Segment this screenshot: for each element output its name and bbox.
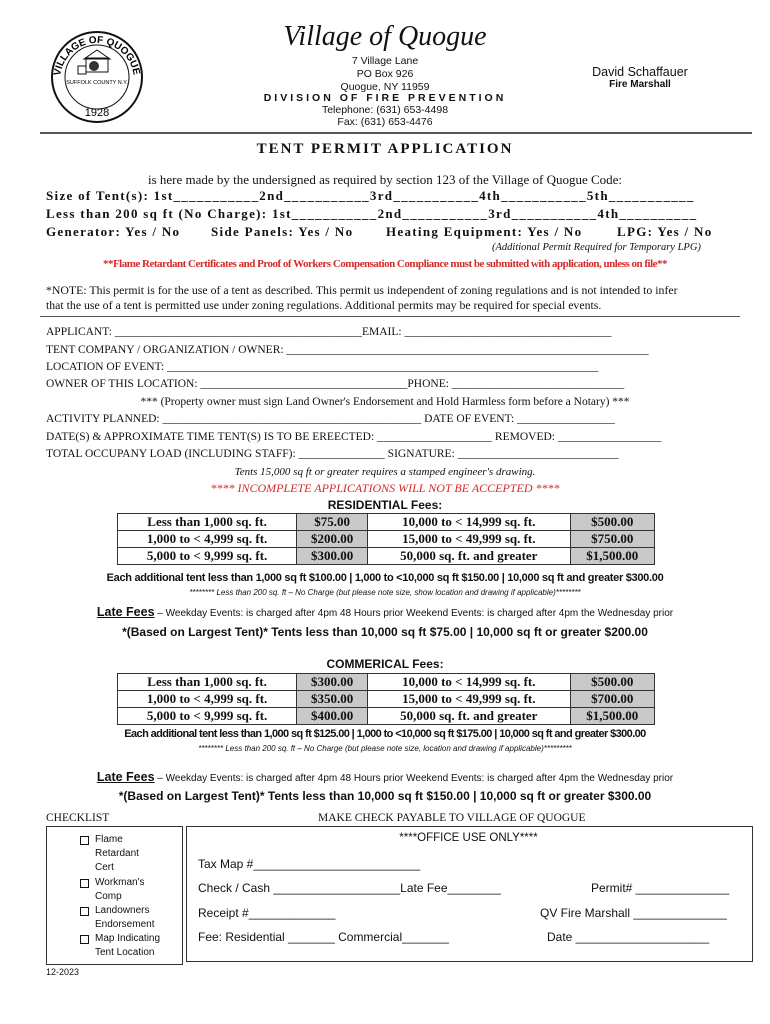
- checklist-heading: CHECKLIST: [46, 812, 110, 824]
- residential-fee-table: [117, 513, 655, 565]
- fee-size: Less than 1,000 sq. ft.: [118, 514, 297, 531]
- fee-amount: $500.00: [570, 674, 654, 691]
- late-fees-text: – Weekday Events: is charged after 4pm 48 Hours prior Weekend Events: is charged after 4pm the Wednesday prior: [154, 608, 674, 619]
- residential-small-note: ******** Less than 200 sq. ft – No Charge (but please note size, show location and drawing if applicable)********: [189, 588, 581, 597]
- marshal-title: Fire Marshall: [609, 79, 671, 90]
- checkbox[interactable]: [80, 879, 89, 888]
- tent-company-field[interactable]: TENT COMPANY / ORGANIZATION / OWNER: _______________________________________________________________: [46, 344, 649, 356]
- incomplete-warning: **** INCOMPLETE APPLICATIONS WILL NOT BE ACCEPTED ****: [210, 481, 560, 495]
- checklist-item-workmans-comp[interactable]: [80, 876, 145, 904]
- commercial-largest-tent: *(Based on Largest Tent)* Tents less than 10,000 sq ft $150.00 | 10,000 sq ft or greater $300.00: [118, 789, 652, 803]
- checkbox[interactable]: [80, 907, 89, 916]
- commercial-small-note: ******** Less than 200 sq. ft – No Charge (but please note size, location and drawing if applicable)*********: [198, 744, 572, 753]
- form-intro: is here made by the undersigned as required by section 123 of the Village of Quogue Code:: [147, 172, 623, 187]
- seal-county: SUFFOLK COUNTY N.Y.: [66, 80, 128, 86]
- late-fees-text: – Weekday Events: is charged after 4pm 48 Hours prior Weekend Events: is charged after 4pm the Wednesday prior: [154, 773, 674, 784]
- fee-amount: $350.00: [297, 691, 368, 708]
- fee-amount: $1,500.00: [570, 708, 654, 725]
- lpg-note: (Additional Permit Required for Temporary LPG): [492, 242, 701, 253]
- revision-date: 12-2023: [46, 967, 80, 977]
- check-cash-field[interactable]: Check / Cash ___________________Late Fee________: [198, 881, 501, 895]
- fee-size: 10,000 to < 14,999 sq. ft.: [368, 514, 571, 531]
- tax-map-field[interactable]: Tax Map #_________________________: [198, 857, 421, 871]
- checklist-label: Endorsement: [95, 919, 155, 930]
- zoning-note-1: *NOTE: This permit is for the use of a tent as described. This permit us independent of zoning regulations and is not intended to infer: [46, 283, 678, 297]
- checklist-label: Cert: [95, 862, 114, 873]
- office-use-heading: ****OFFICE USE ONLY****: [399, 832, 538, 844]
- fee-size: 5,000 to < 9,999 sq. ft.: [118, 708, 297, 725]
- fee-size: 1,000 to < 4,999 sq. ft.: [118, 691, 297, 708]
- tent-size-line[interactable]: Size of Tent(s): 1st___________2nd___________3rd___________4th___________5th___________: [46, 188, 695, 203]
- residential-heading: RESIDENTIAL Fees:: [327, 498, 443, 512]
- erection-dates-field[interactable]: DATE(S) & APPROXIMATE TIME TENT(S) IS TO BE EREECTED: ____________________ REMOVED: __________________: [46, 431, 662, 443]
- side-panels-option[interactable]: Side Panels: Yes / No: [211, 224, 354, 239]
- activity-field[interactable]: ACTIVITY PLANNED: _____________________________________________ DATE OF EVENT: _________________: [46, 413, 615, 425]
- header-divider: [40, 132, 752, 134]
- seal-text: VILLAGE OF QUOGUE: [52, 34, 142, 77]
- receipt-field[interactable]: Receipt #_____________: [198, 906, 336, 920]
- date-field[interactable]: Date ____________________: [547, 930, 710, 944]
- checklist-label: Flame: [95, 834, 123, 845]
- lpg-option[interactable]: LPG: Yes / No: [617, 224, 713, 239]
- fee-size: 15,000 to < 49,999 sq. ft.: [368, 531, 571, 548]
- owner-note-text: *** (Property owner must sign Land Owner's Endorsement and Hold Harmless form before a Notary) ***: [140, 396, 630, 408]
- residential-additional-fees: Each additional tent less than 1,000 sq ft $100.00 | 1,000 to <10,000 sq ft $150.00 | 10,000 sq ft and greater $300.00: [106, 572, 664, 584]
- seal-year: 1928: [84, 107, 110, 119]
- fax: Fax: (631) 653-4476: [337, 116, 433, 128]
- checklist-label: Map Indicating: [95, 933, 161, 944]
- residential-largest-tent: *(Based on Largest Tent)* Tents less than 10,000 sq ft $75.00 | 10,000 sq ft or greater $200.00: [122, 625, 648, 639]
- commercial-late-fees: [0, 770, 770, 784]
- form-title: TENT PERMIT APPLICATION: [256, 141, 514, 157]
- checklist-item-map[interactable]: [80, 932, 160, 960]
- checkbox[interactable]: [80, 836, 89, 845]
- late-fees-label: Late Fees: [96, 605, 155, 619]
- engineer-note: Tents 15,000 sq ft or greater requires a stamped engineer's drawing.: [234, 466, 536, 478]
- address-line-2: PO Box 926: [356, 68, 414, 80]
- fee-amount: $750.00: [570, 531, 654, 548]
- fee-amount: $400.00: [297, 708, 368, 725]
- marshal-name: David Schaffauer: [592, 65, 688, 79]
- zoning-note-2: that the use of a tent is permitted use under zoning regulations. Additional permits may be required for special events.: [46, 298, 602, 312]
- fee-amount: $700.00: [570, 691, 654, 708]
- division-title: DIVISION OF FIRE PREVENTION: [263, 92, 507, 104]
- fee-size: 50,000 sq. ft. and greater: [368, 548, 571, 565]
- fee-amount: $300.00: [297, 548, 368, 565]
- fee-amount: $1,500.00: [570, 548, 654, 565]
- checklist-label: Comp: [95, 891, 122, 902]
- event-location-field[interactable]: LOCATION OF EVENT: ___________________________________________________________________________: [46, 361, 599, 373]
- address-line-3: Quogue, NY 11959: [340, 81, 430, 93]
- fire-marshall-field[interactable]: QV Fire Marshall ______________: [540, 906, 727, 920]
- fee-amount: $200.00: [297, 531, 368, 548]
- checkbox[interactable]: [80, 935, 89, 944]
- telephone: Telephone: (631) 653-4498: [321, 104, 449, 116]
- checklist-label: Landowners: [95, 905, 150, 916]
- commercial-fee-table: [117, 673, 655, 725]
- checklist-item-flame-cert[interactable]: [80, 833, 139, 875]
- fee-size: 1,000 to < 4,999 sq. ft.: [118, 531, 297, 548]
- late-fees-label: Late Fees: [96, 770, 155, 784]
- check-payable-note: MAKE CHECK PAYABLE TO VILLAGE OF QUOGUE: [318, 812, 586, 824]
- occupancy-field[interactable]: TOTAL OCCUPANY LOAD (INCLUDING STAFF): _______________ SIGNATURE: ____________________________: [46, 448, 619, 460]
- generator-option[interactable]: Generator: Yes / No: [46, 224, 181, 239]
- permit-number-field[interactable]: Permit# ______________: [591, 881, 730, 895]
- address-line-1: 7 Village Lane: [351, 55, 419, 67]
- fee-type-field[interactable]: Fee: Residential _______ Commercial_______: [198, 930, 449, 944]
- checklist-label: Retardant: [95, 848, 139, 859]
- property-owner-field[interactable]: OWNER OF THIS LOCATION: ____________________________________PHONE: ______________________________: [46, 378, 625, 390]
- village-title: Village of Quogue: [283, 21, 487, 52]
- fee-size: 15,000 to < 49,999 sq. ft.: [368, 691, 571, 708]
- table-row: [118, 708, 655, 725]
- fee-size: 5,000 to < 9,999 sq. ft.: [118, 548, 297, 565]
- residential-late-fees: [0, 605, 770, 619]
- table-row: [118, 531, 655, 548]
- fee-size: 10,000 to < 14,999 sq. ft.: [368, 674, 571, 691]
- table-row: [118, 691, 655, 708]
- checklist-label: Workman's: [95, 877, 145, 888]
- commercial-heading: COMMERICAL Fees:: [326, 657, 444, 671]
- checklist-label: Tent Location: [95, 947, 155, 958]
- table-row: [118, 674, 655, 691]
- fee-amount: $75.00: [297, 514, 368, 531]
- commercial-additional-fees: Each additional tent less than 1,000 sq ft $125.00 | 1,000 to <10,000 sq ft $175.00 | 10,000 sq ft and greater $300.00: [124, 728, 646, 740]
- note-divider: [40, 316, 740, 317]
- table-row: [118, 548, 655, 565]
- fee-size: 50,000 sq. ft. and greater: [368, 708, 571, 725]
- table-row: [118, 514, 655, 531]
- fee-amount: $500.00: [570, 514, 654, 531]
- applicant-field[interactable]: APPLICANT: ___________________________________________EMAIL: ____________________________________: [46, 326, 612, 338]
- small-tent-line[interactable]: Less than 200 sq ft (No Charge): 1st___________2nd___________3rd___________4th__________: [46, 206, 698, 221]
- fee-amount: $300.00: [297, 674, 368, 691]
- flame-retardant-note: **Flame Retardant Certificates and Proof of Workers Compensation Compliance must be submitted with application, unless on file**: [102, 258, 668, 270]
- village-seal: [50, 30, 144, 124]
- owner-endorsement-note: [40, 396, 730, 408]
- fee-size: Less than 1,000 sq. ft.: [118, 674, 297, 691]
- checklist-item-landowners[interactable]: [80, 904, 154, 932]
- heating-option[interactable]: Heating Equipment: Yes / No: [386, 224, 583, 239]
